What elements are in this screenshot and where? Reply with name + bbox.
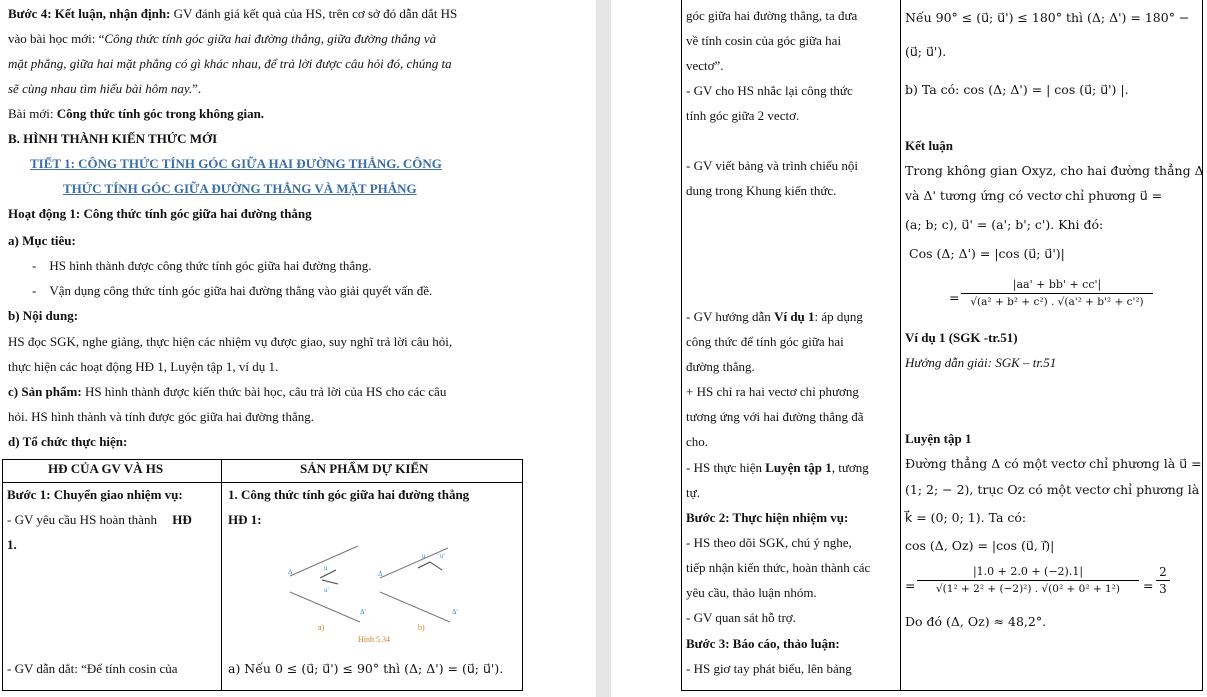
c2-frac-result-numerator: 2	[1159, 565, 1167, 579]
c1-line-14-practice: Luyện tập 1	[765, 460, 832, 475]
fig-a-delta2: Δ'	[360, 608, 366, 616]
intro-quote: Công thức tính góc giữa hai đường thẳng, giữa đường thẳng và	[104, 31, 437, 46]
c2-line-10: k⃗ = (0; 0; 1). Ta có:	[905, 510, 1027, 525]
intro-line-4	[8, 81, 201, 97]
document-page-right	[611, 0, 1207, 697]
c1-line-13: cho.	[686, 434, 709, 449]
step2-heading: Bước 2: Thực hiện nhiệm vụ:	[686, 510, 849, 525]
content-line-1: HS đọc SGK, nghe giảng, thực hiện các nhiệm vụ được giao, suy nghĩ trả lời câu hỏi,	[8, 334, 453, 349]
step4-label: Bước 4: Kết luận, nhận định:	[8, 6, 171, 21]
c1-line-14	[686, 460, 869, 476]
c1-line-11: + HS chỉ ra hai vectơ chỉ phương	[686, 384, 859, 399]
c2-fraction	[961, 278, 1153, 309]
table-header-divider	[2, 482, 523, 483]
lesson-heading-line-1[interactable]: TIẾT 1: CÔNG THỨC TÍNH GÓC GIỮA HAI ĐƯỜNG THẲNG. CÔNG	[30, 156, 442, 171]
fig-b-line-top	[380, 548, 448, 578]
c2-fraction-result	[1156, 565, 1170, 596]
hd1-label: HĐ 1:	[228, 512, 262, 527]
c2-line-3: b) Ta có: cos (Δ; Δ') = | cos (u⃗; u⃗') |.	[905, 82, 1129, 97]
content-heading: b) Nội dung:	[8, 308, 79, 323]
product-line-2: hỏi. HS hình thành và tính được góc giữa hai đường thẳng.	[8, 409, 315, 424]
c1-line-8	[686, 309, 863, 325]
c2-frac-numerator: |aa' + bb' + cc'|	[1012, 278, 1102, 291]
step4-line	[8, 6, 457, 22]
fig-b-delta: Δ	[378, 570, 383, 578]
fig-b-arrow-u	[418, 562, 430, 568]
table-border-left	[2, 459, 3, 691]
lesson-heading-line-2[interactable]: THỨC TÍNH GÓC GIỮA ĐƯỜNG THẲNG VÀ MẶT PHẲNG	[63, 181, 417, 196]
c2-line-7: Cos (Δ; Δ') = |cos (u⃗; u⃗')|	[909, 246, 1065, 261]
example1-heading: Ví dụ 1 (SGK -tr.51)	[905, 330, 1018, 345]
formula-a-line: a) Nếu 0 ≤ (u⃗; u⃗') ≤ 90° thì (Δ; Δ') = (u⃗; u⃗').	[228, 661, 504, 676]
c1-line-9: công thức để tính góc giữa hai	[686, 334, 844, 349]
practice1-heading: Luyện tập 1	[905, 431, 972, 446]
c1-line-8-c: : áp dụng	[814, 309, 863, 324]
c2-fraction-2	[917, 565, 1139, 596]
fig-a-u2-label: u'	[324, 586, 329, 594]
goal-bullet-1: - HS hình thành được công thức tính góc giữa hai đường thẳng.	[32, 258, 372, 273]
table-border-bottom	[2, 690, 523, 691]
fig-a-delta: Δ	[288, 568, 293, 576]
fig-b-u2-label: u'	[440, 552, 445, 560]
gv-request-line-2: 1.	[7, 537, 17, 552]
gv-request-line-1	[7, 512, 192, 528]
new-lesson-label: Bài mới:	[8, 106, 57, 121]
c1-line-12: tương ứng với hai đường thẳng đã	[686, 409, 864, 424]
step4-text: GV đánh giá kết quả của HS, trên cơ sở đó dẫn dắt HS	[170, 6, 458, 21]
c1-line-5: tính góc giữa 2 vectơ.	[686, 108, 800, 123]
c1-line-14-c: , tương	[831, 460, 869, 475]
c2-line-8: Đường thẳng Δ có một vectơ chỉ phương là u⃗ =	[905, 456, 1202, 471]
fig-a-arrow-u2	[322, 580, 338, 584]
c1-line-6: - GV viết bảng và trình chiếu nội	[686, 158, 858, 173]
gv-request-text: - GV yêu cầu HS hoàn thành	[7, 512, 161, 527]
new-lesson-title: Công thức tính góc trong không gian.	[56, 106, 265, 121]
fig-caption: Hình 5.34	[358, 635, 390, 644]
goal-heading: a) Mục tiêu:	[8, 233, 76, 248]
table-column-divider	[221, 459, 222, 691]
goal-bullet-2: - Vận dụng công thức tính góc giữa hai đường thẳng vào giải quyết vấn đề.	[32, 283, 433, 298]
c1-line-14-a: - HS thực hiện	[686, 460, 766, 475]
product-label: c) Sản phẩm:	[8, 384, 82, 399]
c2-line-11: cos (Δ, Oz) = |cos (u⃗, i⃗)|	[905, 538, 1055, 553]
fig-a-u-label: u	[324, 564, 328, 572]
c1-line-4: - GV cho HS nhắc lại công thức	[686, 83, 853, 98]
c2-line-5: và Δ' tương ứng có vectơ chỉ phương u⃗ =	[905, 188, 1163, 203]
example1-hint: Hướng dẫn giải: SGK – tr.51	[905, 355, 1057, 370]
section-b-heading: B. HÌNH THÀNH KIẾN THỨC MỚI	[8, 131, 218, 146]
c1-line-19: - GV quan sát hỗ trợ.	[686, 610, 796, 625]
c2-line-9: (1; 2; − 2), trục Oz có một vectơ chỉ phương là	[905, 482, 1200, 497]
formula-heading: 1. Công thức tính góc giữa hai đường thẳng	[228, 487, 470, 502]
fig-b-delta2: Δ'	[452, 608, 458, 616]
c1-line-16: - HS theo dõi SGK, chú ý nghe,	[686, 535, 852, 550]
c2-frac2-numerator: |1.0 + 2.0 + (−2).1|	[972, 565, 1084, 578]
goal-text-1: HS hình thành được công thức tính góc giữa hai đường thẳng.	[49, 258, 372, 273]
fig-a-line-bottom	[290, 592, 360, 622]
product-line-1	[8, 384, 446, 400]
c1-line-20: - HS giơ tay phát biểu, lên bảng	[686, 661, 852, 676]
organization-heading: d) Tổ chức thực hiện:	[8, 434, 128, 449]
c1-line-10: đường thẳng.	[686, 359, 755, 374]
table-header-activity: HĐ CỦA GV VÀ HS	[48, 461, 164, 476]
c1-line-18: yêu cầu, thảo luận nhóm.	[686, 585, 817, 600]
table-border-right	[1202, 0, 1203, 690]
conclusion-heading: Kết luận	[905, 138, 954, 153]
table-border-right	[522, 459, 523, 691]
content-line-2: thực hiện các hoạt động HĐ 1, Luyện tập 1, ví dụ 1.	[8, 359, 279, 374]
gv-request-hd: HĐ	[172, 512, 192, 527]
new-lesson-line	[8, 106, 264, 122]
c2-frac2-result-equals: =	[1143, 578, 1154, 593]
c1-line-2: về tính cosin của góc giữa hai	[686, 33, 842, 48]
table-border-left	[681, 0, 682, 690]
figure-5-34	[280, 538, 480, 648]
table-border-top	[2, 459, 523, 460]
gv-lead-line: - GV dẫn dắt: “Để tính cosin của	[7, 661, 178, 676]
c2-frac-result-denominator: 3	[1159, 582, 1167, 596]
fig-a-label: a)	[318, 623, 325, 632]
c2-frac-equals: =	[949, 290, 960, 305]
c2-frac-bar	[961, 293, 1153, 294]
c2-line-4: Trong không gian Oxyz, cho hai đường thẳng Δ	[905, 163, 1204, 178]
goal-text-2: Vận dụng công thức tính góc giữa hai đường thẳng vào giải quyết vấn đề.	[49, 283, 433, 298]
c1-line-1: góc giữa hai đường thẳng, ta đưa	[686, 8, 858, 23]
intro-line-2	[8, 31, 436, 47]
c2-line-6: (a; b; c), u⃗' = (a'; b'; c'). Khi đó:	[905, 217, 1104, 232]
c2-frac2-bar	[917, 580, 1139, 581]
c2-frac-denominator: √(a² + b² + c²) . √(a'² + b'² + c'²)	[970, 296, 1144, 308]
activity1-heading: Hoạt động 1: Công thức tính góc giữa hai đường thẳng	[8, 206, 312, 221]
c1-line-17: tiếp nhận kiến thức, hoàn thành các	[686, 560, 871, 575]
table-column-divider	[900, 0, 901, 690]
c2-frac-result-bar	[1156, 580, 1170, 581]
intro-quote-end: sẽ cùng nhau tìm hiểu bài hôm nay.	[8, 81, 193, 96]
c2-line-2: (u⃗; u⃗').	[905, 44, 947, 59]
table-header-product: SẢN PHẨM DỰ KIẾN	[300, 461, 429, 476]
c2-line-12: Do đó (Δ, Oz) ≈ 48,2°.	[905, 614, 1047, 629]
intro-text: vào bài học mới: “	[8, 31, 105, 46]
c2-frac2-equals: =	[905, 578, 916, 593]
fig-b-u-label: u	[422, 552, 426, 560]
c1-line-8-example: Ví dụ 1	[774, 309, 815, 324]
intro-line-3: mặt phẳng, giữa hai mặt phẳng có gì khác nhau, để trả lời được câu hỏi đó, chúng ta	[8, 56, 452, 71]
fig-b-label: b)	[418, 623, 425, 632]
table-border-bottom	[681, 690, 1203, 691]
fig-b-line-bottom	[380, 592, 450, 622]
fig-a-arrow-u	[320, 570, 336, 578]
intro-quote-close: ”.	[192, 81, 202, 96]
c1-line-3: vectơ”.	[686, 58, 724, 73]
c1-line-8-a: - GV hướng dẫn	[686, 309, 775, 324]
fig-b-arrow-u2	[430, 562, 442, 570]
c2-frac2-denominator: √(1² + 2² + (−2)²) . √(0² + 0² + 1²)	[935, 583, 1120, 595]
product-text: HS hình thành được kiến thức bài học, câu trả lời của HS cho các câu	[81, 384, 447, 399]
step1-heading: Bước 1: Chuyển giao nhiệm vụ:	[7, 487, 183, 502]
step3-heading: Bước 3: Báo cáo, thảo luận:	[686, 636, 840, 651]
c1-line-7: dung trong Khung kiến thức.	[686, 183, 837, 198]
c1-line-15: tự.	[686, 485, 700, 500]
document-page-left	[0, 0, 596, 697]
c2-line-1: Nếu 90° ≤ (u⃗; u⃗') ≤ 180° thì (Δ; Δ') = 180° −	[905, 10, 1190, 25]
